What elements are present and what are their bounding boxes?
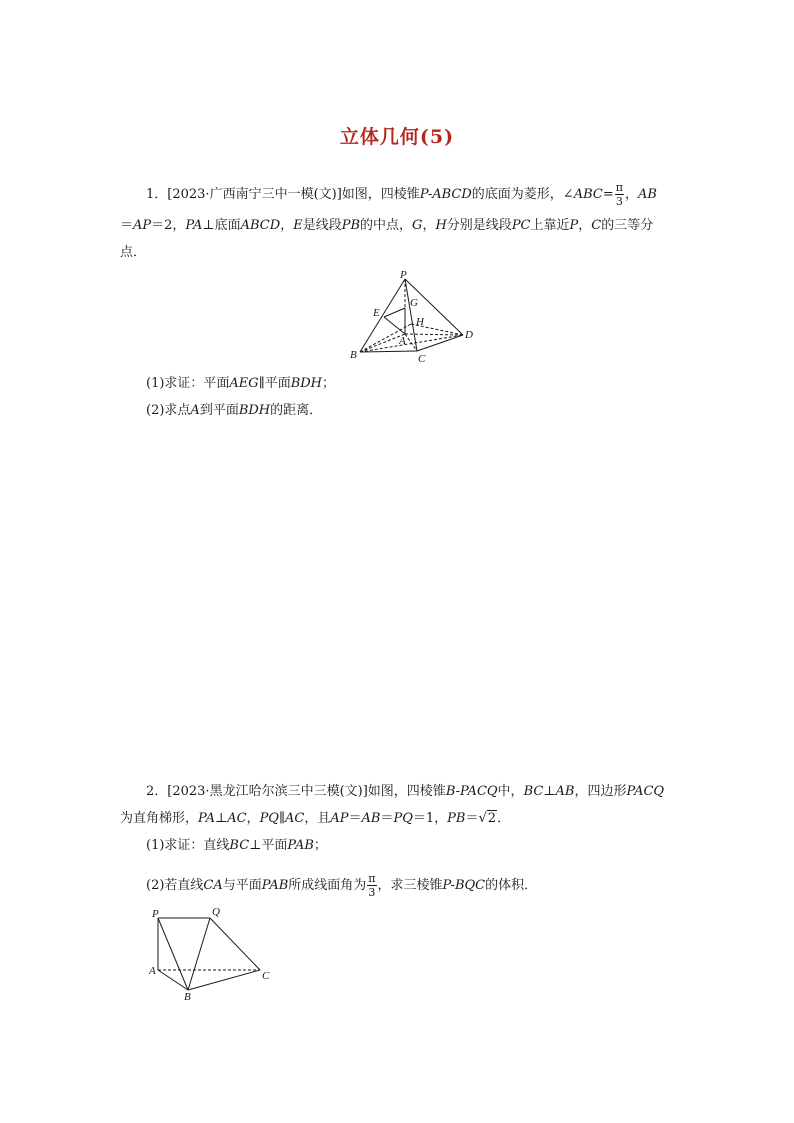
pyramid-figure-1 xyxy=(345,268,480,366)
label-D: D xyxy=(465,329,473,341)
pyramid-figure-2 xyxy=(145,903,275,1003)
label-B: B xyxy=(350,349,357,361)
label2-Q: Q xyxy=(212,906,220,918)
problem1-question2: (2)求点A到平面BDH的距离． xyxy=(146,403,323,418)
label-G: G xyxy=(410,297,418,309)
label-P: P xyxy=(400,269,407,281)
problem1-line1: 1．[2023·广西南宁三中一模(文)]如图，四棱锥P-ABCD的底面为菱形，∠ABC= $\frac{\pi}{3}$ ，AB xyxy=(146,181,657,208)
label-H: H xyxy=(416,316,424,328)
page-title: 立体几何(5) xyxy=(339,126,455,148)
label2-C: C xyxy=(262,970,270,982)
label2-A: A xyxy=(149,965,156,977)
label2-P: P xyxy=(152,908,159,920)
label-A: A xyxy=(399,335,406,347)
problem2-line2: 为直角梯形，PA⊥AC，PQ∥AC，且AP＝AB＝PQ＝1，PB＝√2． xyxy=(120,811,511,826)
problem1-question1: (1)求证：平面AEG∥平面BDH； xyxy=(146,376,336,391)
label-C: C xyxy=(418,353,426,365)
problem1-line2: ＝AP＝2，PA⊥底面ABCD，E是线段PB的中点，G，H分别是线段PC上靠近P，C的三等分 xyxy=(120,218,654,233)
problem1-line3: 点． xyxy=(120,245,147,260)
label2-B: B xyxy=(184,991,191,1003)
problem2-question2: (2)若直线CA与平面PAB所成线面角为 $\frac{\pi}{3}$ ，求三棱锥P-BQC的体积． xyxy=(146,872,538,899)
fraction-pi-over-3-b: $\frac{\pi}{3}$ xyxy=(368,872,376,899)
problem2-question1: (1)求证：直线BC⊥平面PAB； xyxy=(146,838,327,853)
label-E: E xyxy=(373,307,380,319)
problem2-line1: 2．[2023·黑龙江哈尔滨三中三模(文)]如图，四棱锥B-PACQ中，BC⊥AB，四边形PACQ xyxy=(146,784,665,799)
sqrt-2: √2 xyxy=(478,811,497,826)
fraction-pi-over-3: $\frac{\pi}{3}$ xyxy=(615,181,623,208)
